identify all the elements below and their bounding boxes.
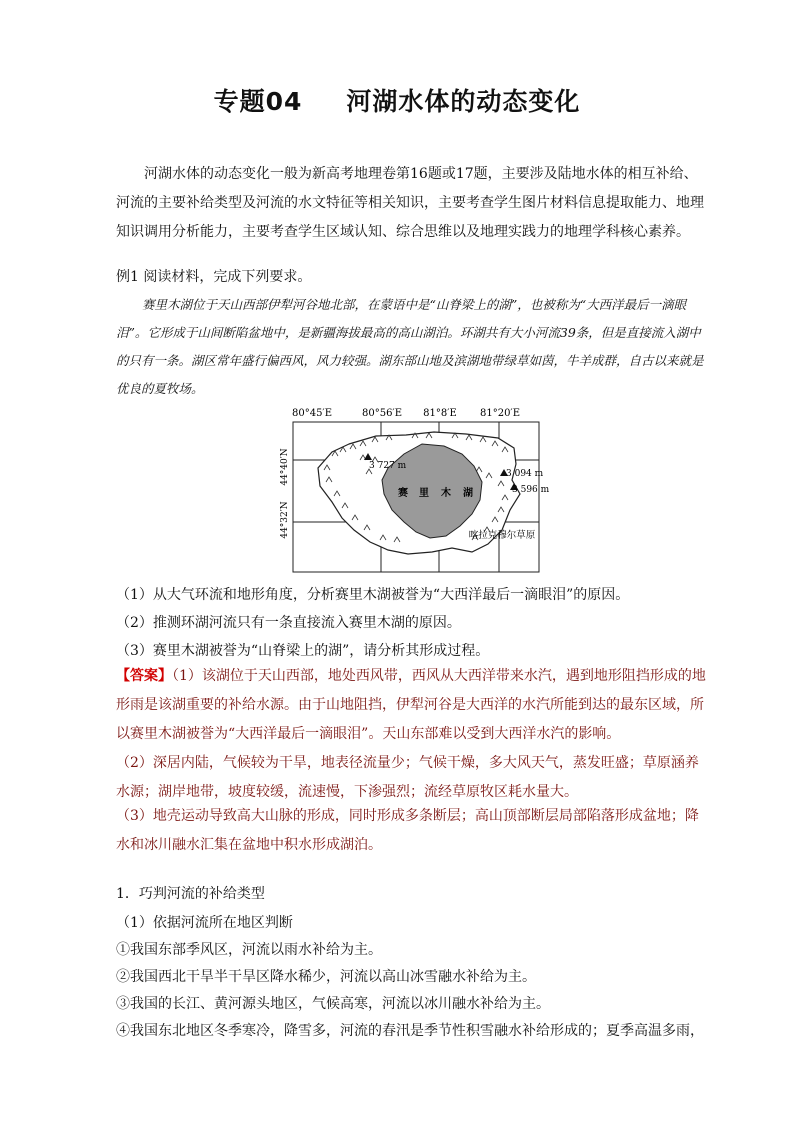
lon-label: 81°20′E — [479, 408, 521, 419]
elevation-label: 3 727 m — [369, 461, 407, 471]
section-item: ④我国东北地区冬季寒冷，降雪多，河流的春汛是季节性积雪融水补给形成的；夏季高温多雨， — [116, 1023, 704, 1039]
lat-label: 44°32′N — [280, 501, 290, 539]
example-title: 例1 阅读材料，完成下列要求。 — [116, 269, 312, 285]
question-1: （1）从大气环流和地形角度，分析赛里木湖被誉为“大西洋最后一滴眼泪”的原因。 — [116, 587, 630, 603]
material-paragraph: 赛里木湖位于天山西部伊犁河谷地北部，在蒙语中是“山脊梁上的湖”，也被称为“大西洋最后一滴眼泪”。它形成于山间断陷盆地中，是新疆海拔最高的高山湖泊。环湖共有大小河流39条，但是直接流入湖中的只有一条。湖区常年盛行偏西风，风力较强。湖东部山地及滨湖地带绿草如茵，牛羊成群，自古以来就是优良的夏牧场。 — [116, 297, 704, 396]
lake-char: 木 — [441, 488, 451, 499]
section-heading: 1．巧判河流的补给类型 — [116, 886, 265, 902]
lon-label: 80°45′E — [291, 408, 333, 419]
lake-char: 赛 — [398, 488, 408, 499]
answer-part-2: （2）深居内陆，气候较为干旱，地表径流量少；气候干燥，多大风天气，蒸发旺盛；草原涵养水源；湖岸地带，坡度较缓，流速慢，下渗强烈；流经草原牧区耗水量大。 — [116, 755, 699, 800]
elevation-label: 3 596 m — [512, 485, 550, 495]
question-2: （2）推测环湖河流只有一条直接流入赛里木湖的原因。 — [116, 615, 461, 631]
page-title — [0, 82, 794, 118]
lon-label: 80°56′E — [361, 408, 403, 419]
answer-part-3: （3）地壳运动导致高大山脉的形成，同时形成多条断层；高山顶部断层局部陷落形成盆地；降水和冰川融水汇集在盆地中积水形成湖泊。 — [116, 808, 699, 853]
lon-label: 81°8′E — [423, 408, 457, 419]
grassland-label: 喀拉克穆尔草原 — [468, 530, 536, 541]
answer-part-1: （1）该湖位于天山西部，地处西风带，西风从大西洋带来水汽，遇到地形阻挡形成的地形雨是该湖重要的补给水源。由于山地阻挡，伊犁河谷是大西洋的水汽所能到达的最东区域，所以赛里木湖被誉为“大西洋最后一滴眼泪”。天山东部难以受到大西洋水汽的影响。 — [116, 668, 706, 742]
section-item: ①我国东部季风区，河流以雨水补给为主。 — [116, 942, 382, 958]
section-item: ②我国西北干旱半干旱区降水稀少，河流以高山冰雪融水补给为主。 — [116, 969, 536, 985]
section-subheading: （1）依据河流所在地区判断 — [116, 915, 293, 931]
lat-label: 44°40′N — [280, 448, 290, 486]
question-3: （3）赛里木湖被誉为“山脊梁上的湖”，请分析其形成过程。 — [116, 643, 490, 659]
lake-char: 里 — [419, 488, 429, 499]
lake-map — [276, 402, 550, 574]
answer-tag: 【答案】 — [116, 668, 172, 684]
topic-number: 专题04 — [213, 87, 303, 116]
section-item: ③我国的长江、黄河源头地区，气候高寒，河流以冰川融水补给为主。 — [116, 996, 550, 1012]
topic-name: 河湖水体的动态变化 — [346, 87, 581, 116]
intro-paragraph: 河湖水体的动态变化一般为新高考地理卷第16题或17题，主要涉及陆地水体的相互补给、河流的主要补给类型及河流的水文特征等相关知识，主要考查学生图片材料信息提取能力、地理知识调用分析能力，主要考查学生区域认知、综合思维以及地理实践力的地理学科核心素养。 — [116, 166, 704, 240]
lake-char: 湖 — [463, 488, 473, 499]
answer-block — [116, 662, 712, 749]
elevation-label: 3 094 m — [506, 469, 544, 479]
